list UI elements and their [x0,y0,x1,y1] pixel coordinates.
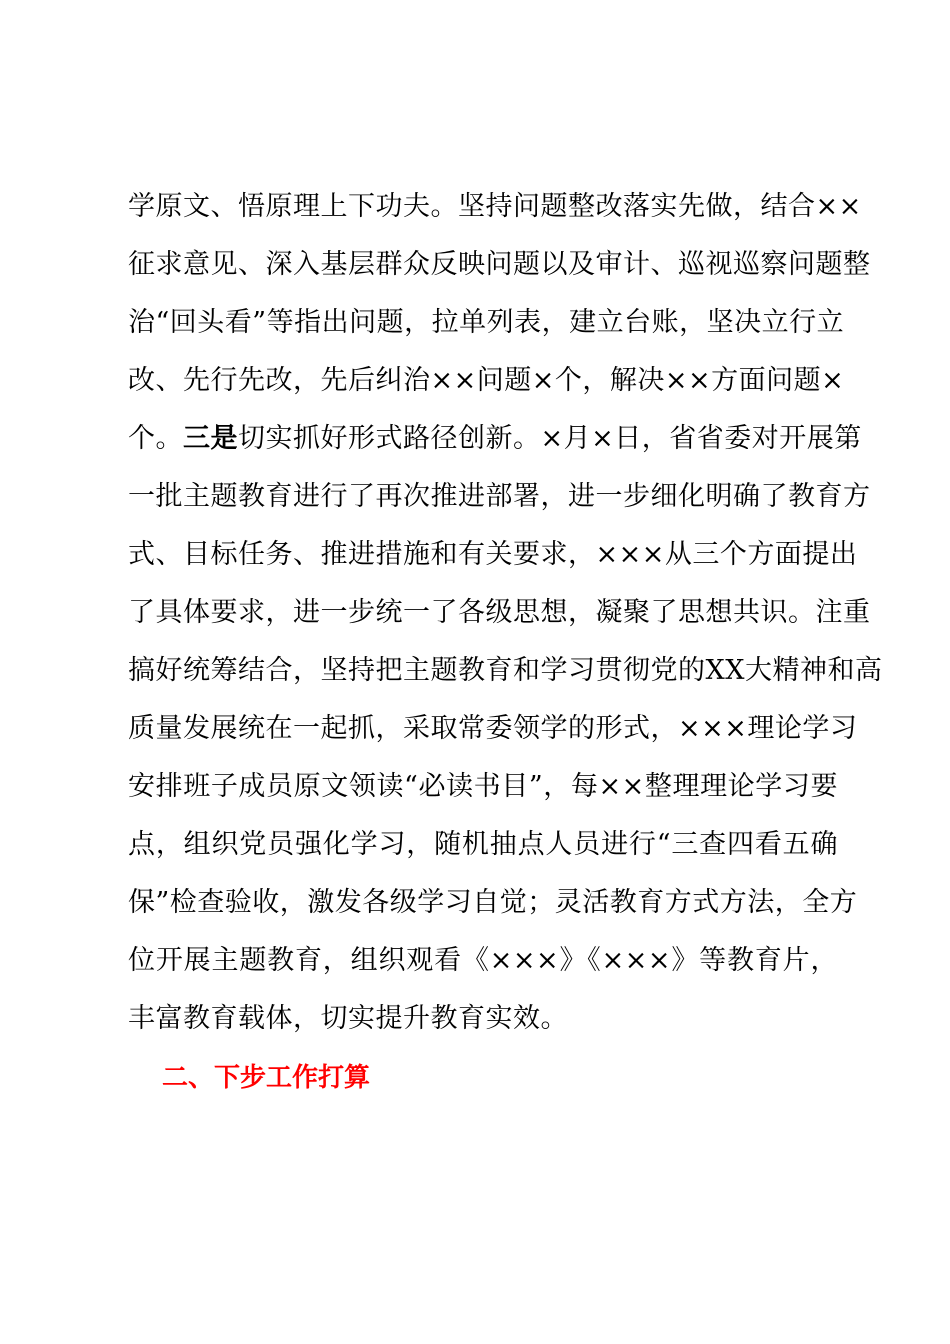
text-line: 学原文、悟原理上下功夫。坚持问题整改落实先做，结合×× [128,191,862,222]
text-line: 安排班子成员原文领读“必读书目”，每××整理理论学习要 [128,771,838,802]
text-line: 式、目标任务、推进措施和有关要求，×××从三个方面提出 [128,539,858,570]
body-paragraph [128,178,883,1048]
section-heading: 二、下步工作打算 [162,1063,371,1093]
text-line: 质量发展统在一起抓，采取常委领学的形式，×××理论学习 [128,713,858,744]
bold-lead-phrase: 三是 [183,423,238,454]
text-run: 切实抓好形式路径创新。×月×日，省省委对开展第 [238,423,862,454]
text-line: 改、先行先改，先后纠治××问题×个，解决××方面问题× [128,365,845,396]
text-line: 保”检查验收，激发各级学习自觉；灵活教育方式方法，全方 [128,887,858,918]
text-line: 位开展主题教育，组织观看《×××》《×××》等教育片， [128,945,838,976]
text-line: 了具体要求，进一步统一了各级思想，凝聚了思想共识。注重 [128,597,871,628]
text-line: 点，组织党员强化学习，随机抽点人员进行“三查四看五确 [128,829,838,860]
text-line-last: 丰富教育载体，切实提升教育实效。 [128,1003,568,1034]
text-line-with-bold [128,410,862,468]
text-line: 征求意见、深入基层群众反映问题以及审计、巡视巡察问题整 [128,249,871,280]
text-run: 个。 [128,423,183,454]
text-line: 搞好统筹结合，坚持把主题教育和学习贯彻党的XX大精神和高 [128,655,883,686]
text-line: 一批主题教育进行了再次推进部署，进一步细化明确了教育方 [128,481,871,512]
text-line: 治“回头看”等指出问题，拉单列表，建立台账，坚决立行立 [128,307,845,338]
